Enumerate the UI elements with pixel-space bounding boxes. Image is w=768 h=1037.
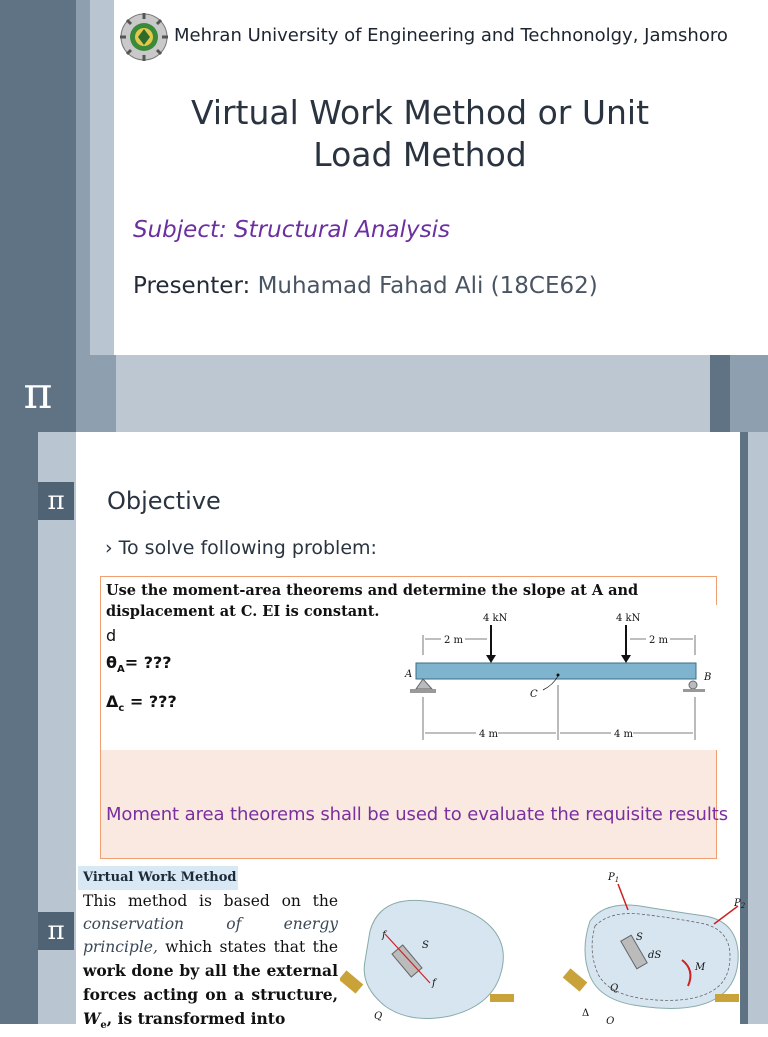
label-s-right: S [636, 932, 643, 943]
theta-value: = ??? [124, 653, 172, 672]
method-note: Moment area theorems shall be used to evaluate the requisite results [106, 804, 728, 825]
support-right-right-body [715, 994, 739, 1002]
pi-icon: π [38, 482, 74, 520]
delta-symbol: Δ [106, 692, 119, 711]
label-m: M [695, 962, 706, 973]
problem-line-2: displacement at C. EI is constant. [106, 603, 380, 620]
presenter-label: Presenter: [133, 273, 251, 299]
bar-stripe-right-dark [710, 355, 730, 432]
dim-label-left: 2 m [444, 635, 464, 646]
label-p1-main: P [608, 872, 615, 883]
label-f-bottom: f [432, 978, 436, 989]
delta-c-line [106, 692, 177, 714]
university-logo-icon [119, 12, 169, 62]
span-label-right: 4 m [614, 729, 634, 740]
load-label-left: 4 kN [483, 613, 508, 624]
support-right-left-body [490, 994, 514, 1002]
beam [416, 663, 696, 679]
load-label-right: 4 kN [616, 613, 641, 624]
delta-value: = ??? [124, 692, 177, 711]
bullet-item: › To solve following problem: [105, 537, 377, 559]
side-band-dark [0, 866, 38, 1024]
problem-line-1: Use the moment-area theorems and determine the slope at A and [106, 582, 639, 599]
para-text-b: conservation of energy principle, [83, 915, 338, 956]
label-p2-main: P [734, 898, 741, 909]
label-f-top: f [382, 930, 386, 941]
label-p2 [733, 898, 746, 910]
section-label: Virtual Work Method [78, 866, 238, 890]
left-body [364, 900, 503, 1018]
virtual-work-paragraph [83, 890, 338, 1037]
pi-icon: π [0, 355, 76, 432]
bar-stripe-right-light [730, 355, 768, 432]
label-ds: dS [648, 950, 662, 961]
para-text-a: This method is based on the [83, 892, 338, 910]
right-body [585, 905, 738, 1008]
para-text-e: W [83, 1009, 101, 1028]
label-p1 [607, 872, 619, 884]
delta-subscript: c [118, 703, 125, 715]
title-line-1: Virtual Work Method or Unit [190, 93, 650, 132]
point-c-label: C [530, 689, 538, 700]
para-text-c: which states that the [157, 938, 338, 956]
para-text-f: e [100, 1020, 107, 1032]
deformable-body-figure [340, 866, 768, 1024]
ground-a [410, 689, 436, 693]
university-name: Mehran University of Engineering and Technonolgy, Jamshoro [174, 25, 728, 46]
label-q-right-2: Q [606, 1016, 615, 1024]
para-text-g: , is transformed into [106, 1009, 286, 1028]
para-text-d: work done by all the external forces acting on a structure, [83, 961, 338, 1004]
bar-stripe-left [76, 355, 116, 432]
roller-support-icon [689, 681, 697, 689]
label-s-left: S [422, 940, 429, 951]
pin-support-icon [416, 679, 432, 689]
theta-a-line [106, 653, 172, 675]
d-label: d [106, 626, 117, 645]
side-band-mid [76, 0, 90, 355]
side-band-light [90, 0, 114, 355]
point-b-label: B [704, 672, 712, 683]
theta-subscript: A [117, 664, 125, 676]
right-band-dark [740, 432, 748, 866]
beam-diagram [383, 605, 717, 750]
pi-icon: π [38, 912, 74, 950]
load-arrowhead-left [486, 655, 496, 663]
title-slide [0, 0, 768, 355]
label-p1-sub: 1 [614, 876, 620, 884]
title-line-2: Load Method [313, 135, 527, 174]
dim-label-right: 2 m [649, 635, 669, 646]
load-arrowhead-right [621, 655, 631, 663]
right-band-light [748, 432, 768, 866]
slide-heading: Objective [107, 487, 221, 515]
theta-symbol: θ [106, 653, 117, 672]
subject-line: Subject: Structural Analysis [133, 217, 450, 243]
ground-b [683, 689, 705, 692]
presenter-line [133, 273, 598, 299]
label-p2-sub: 2 [740, 902, 746, 910]
point-a-label: A [405, 669, 413, 680]
side-band-dark [0, 432, 38, 866]
presenter-name: Muhamad Fahad Ali (18CE62) [257, 273, 598, 299]
label-q-left: Q [374, 1011, 383, 1022]
support-left [340, 970, 363, 993]
slide-title [150, 92, 690, 176]
support-left-right-body [563, 968, 588, 991]
side-band-dark [0, 0, 76, 355]
label-delta: Δ [582, 1008, 590, 1019]
label-q-right: Q [610, 983, 619, 994]
span-label-left: 4 m [479, 729, 499, 740]
